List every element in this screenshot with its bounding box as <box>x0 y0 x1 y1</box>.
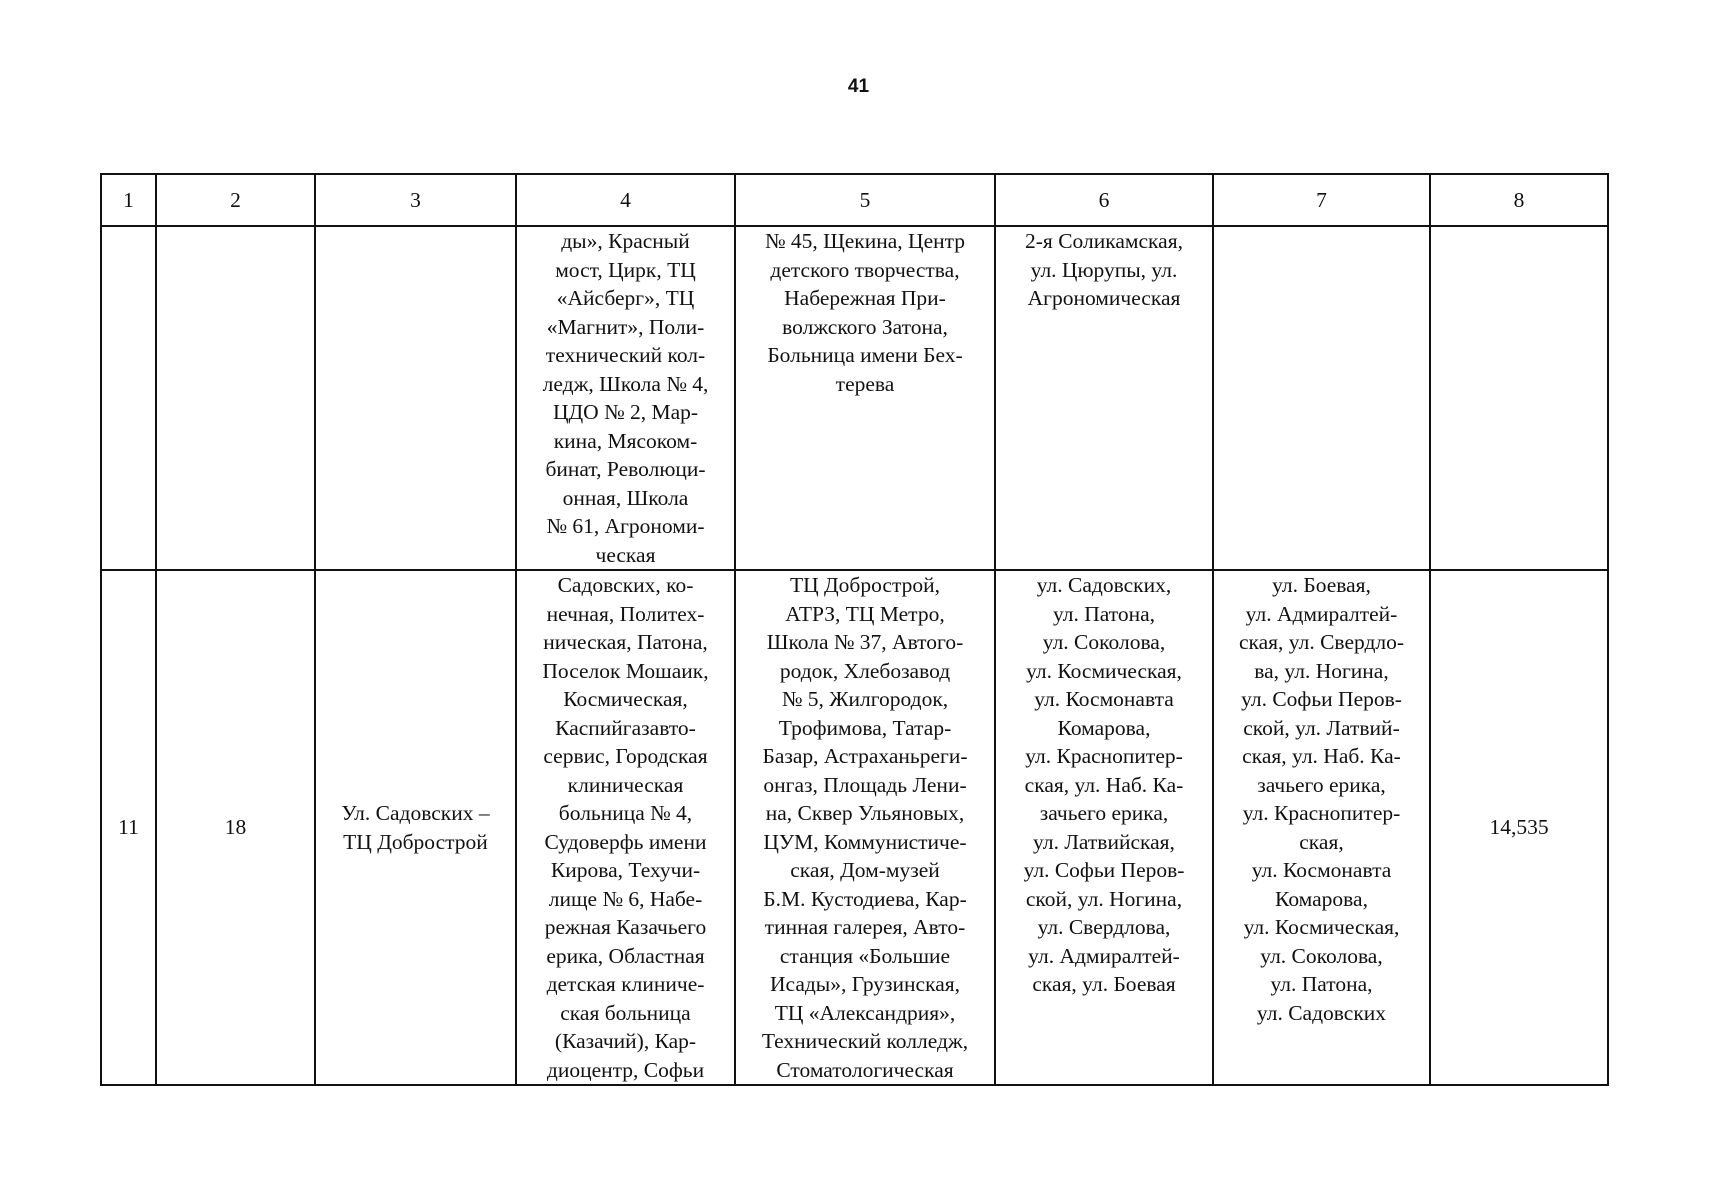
route-number-cell: 11 <box>101 570 156 1085</box>
table-row <box>101 570 1608 1085</box>
header-cell: 8 <box>1430 174 1608 226</box>
page-number: 41 <box>847 76 870 97</box>
stops-backward-cell: № 45, Щекина, Центр детского творчества, Набережная При- волжского Затона, Больница имени Бех- терева <box>735 226 995 570</box>
table-header-row <box>101 174 1608 226</box>
route-id-cell: 18 <box>156 570 315 1085</box>
stops-forward-cell: Садовских, ко- нечная, Политех- ническая, Патона, Поселок Мошаик, Космическая, Каспийгазавто- сервис, Городская клиническая больница № 4, Судоверфь имени Кирова, Техучи- лище № 6, Набе- режная Казачьего ерика, Областная детская клиниче- ская больница (Казачий), Кар- диоцентр, Софьи <box>516 570 735 1085</box>
route-name-cell <box>315 226 516 570</box>
header-cell: 7 <box>1213 174 1430 226</box>
header-cell: 3 <box>315 174 516 226</box>
streets-forward-cell: ул. Садовских, ул. Патона, ул. Соколова, ул. Космическая, ул. Космонавта Комарова, ул. Краснопитер- ская, ул. Наб. Ка- зачьего ерика, ул. Латвийская, ул. Софьи Перов- ской, ул. Ногина, ул. Свердлова, ул. Адмиралтей- ская, ул. Боевая <box>995 570 1213 1085</box>
header-cell: 5 <box>735 174 995 226</box>
route-id-cell <box>156 226 315 570</box>
route-name-cell: Ул. Садовских – ТЦ Добрострой <box>315 570 516 1085</box>
stops-backward-cell: ТЦ Добрострой, АТРЗ, ТЦ Метро, Школа № 37, Автого- родок, Хлебозавод № 5, Жилгородок, Трофимова, Татар- Базар, Астраханьреги- онгаз, Площадь Лени- на, Сквер Ульяновых, ЦУМ, Коммунистиче- ская, Дом-музей Б.М. Кустодиева, Кар- тинная галерея, Авто- станция «Большие Исады», Грузинская, ТЦ «Александрия», Технический колледж, Стоматологическая <box>735 570 995 1085</box>
table-row <box>101 226 1608 570</box>
streets-backward-cell <box>1213 226 1430 570</box>
length-cell: 14,535 <box>1430 570 1608 1085</box>
header-cell: 2 <box>156 174 315 226</box>
route-number-cell <box>101 226 156 570</box>
streets-backward-cell: ул. Боевая, ул. Адмиралтей- ская, ул. Свердло- ва, ул. Ногина, ул. Софьи Перов- ской, ул. Латвий- ская, ул. Наб. Ка- зачьего ерика, ул. Краснопитер- ская, ул. Космонавта Комарова, ул. Космическая, ул. Соколова, ул. Патона, ул. Садовских <box>1213 570 1430 1085</box>
header-cell: 6 <box>995 174 1213 226</box>
length-cell <box>1430 226 1608 570</box>
stops-forward-cell: ды», Красный мост, Цирк, ТЦ «Айсберг», ТЦ «Магнит», Поли- технический кол- ледж, Школа № 4, ЦДО № 2, Мар- кина, Мясоком- бинат, Революци- онная, Школа № 61, Агрономи- ческая <box>516 226 735 570</box>
header-cell: 1 <box>101 174 156 226</box>
route-table <box>100 173 1609 1086</box>
header-cell: 4 <box>516 174 735 226</box>
streets-forward-cell: 2-я Соликамская, ул. Цюрупы, ул. Агрономическая <box>995 226 1213 570</box>
